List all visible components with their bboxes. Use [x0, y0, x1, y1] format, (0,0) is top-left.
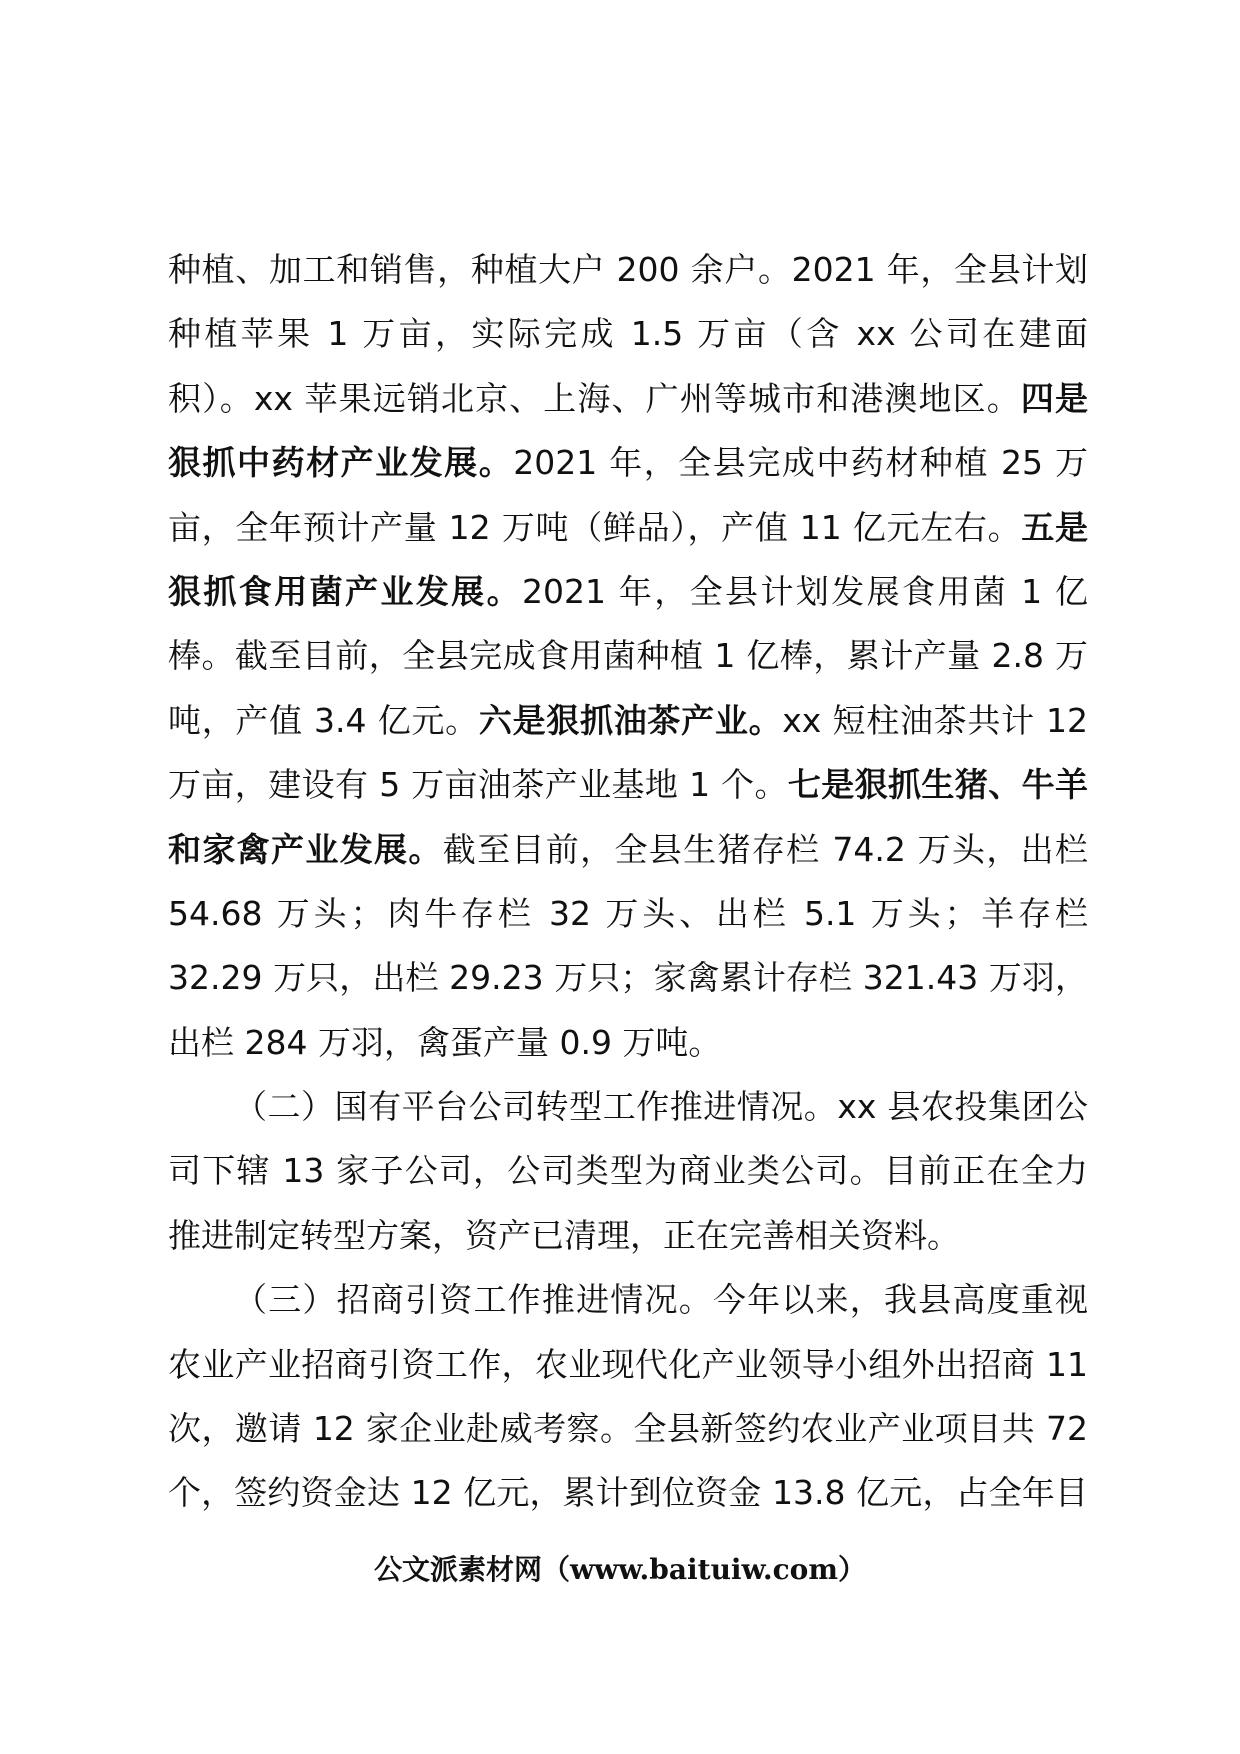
bold-heading: 狠抓食用菌产业发展。: [168, 571, 522, 611]
text-line: 司下辖 13 家子公司，公司类型为商业类公司。目前正在全力: [168, 1151, 1088, 1191]
bold-heading: 六是狠抓油茶产业。: [478, 700, 783, 740]
bold-heading: 和家禽产业发展。: [168, 829, 443, 869]
body-text: [168, 238, 1088, 1526]
text-line: （三）招商引资工作推进情况。今年以来，我县高度重视: [234, 1280, 1088, 1320]
text-line: 吨，产值 3.4 亿元。六是狠抓油茶产业。xx 短柱油茶共计 12: [168, 700, 1089, 740]
text-line: 32.29 万只，出栏 29.23 万只；家禽累计存栏 321.43 万羽，: [168, 958, 1088, 998]
page-footer-watermark: 公文派素材网（www.baituiw.com）: [374, 1553, 866, 1586]
text-line: 狠抓食用菌产业发展。2021 年，全县计划发展食用菌 1 亿: [168, 571, 1089, 611]
text-line: 狠抓中药材产业发展。2021 年，全县完成中药材种植 25 万: [168, 443, 1088, 483]
text-line: 万亩，建设有 5 万亩油茶产业基地 1 个。七是狠抓生猪、牛羊: [168, 765, 1088, 805]
bold-heading: 狠抓中药材产业发展。: [168, 443, 514, 483]
bold-heading: 七是狠抓生猪、牛羊: [787, 765, 1088, 805]
text-line: 积）。xx 苹果远销北京、上海、广州等城市和港澳地区。四是: [168, 378, 1088, 418]
text-line: 种植苹果 1 万亩，实际完成 1.5 万亩（含 xx 公司在建面: [168, 314, 1088, 354]
text-line: 54.68 万头；肉牛存栏 32 万头、出栏 5.1 万头；羊存栏: [168, 893, 1088, 933]
text-line: 推进制定转型方案，资产已清理，正在完善相关资料。: [168, 1215, 960, 1255]
text-line: 次，邀请 12 家企业赴威考察。全县新签约农业产业项目共 72: [168, 1409, 1088, 1449]
text-line: 和家禽产业发展。截至目前，全县生猪存栏 74.2 万头，出栏: [168, 829, 1089, 869]
bold-heading: 五是: [1021, 507, 1088, 547]
text-line: 种植、加工和销售，种植大户 200 余户。2021 年，全县计划: [168, 250, 1088, 289]
text-line: 农业产业招商引资工作，农业现代化产业领导小组外出招商 11: [168, 1344, 1088, 1384]
bold-heading: 四是: [1020, 378, 1088, 418]
text-line: （二）国有平台公司转型工作推进情况。xx 县农投集团公: [234, 1087, 1088, 1127]
text-line: 亩，全年预计产量 12 万吨（鲜品），产值 11 亿元左右。五是: [168, 507, 1088, 547]
text-line: 个，签约资金达 12 亿元，累计到位资金 13.8 亿元，占全年目: [168, 1473, 1088, 1513]
text-line: 棒。截至目前，全县完成食用菌种植 1 亿棒，累计产量 2.8 万: [168, 636, 1088, 676]
text-line: 出栏 284 万羽，禽蛋产量 0.9 万吨。: [168, 1022, 722, 1062]
